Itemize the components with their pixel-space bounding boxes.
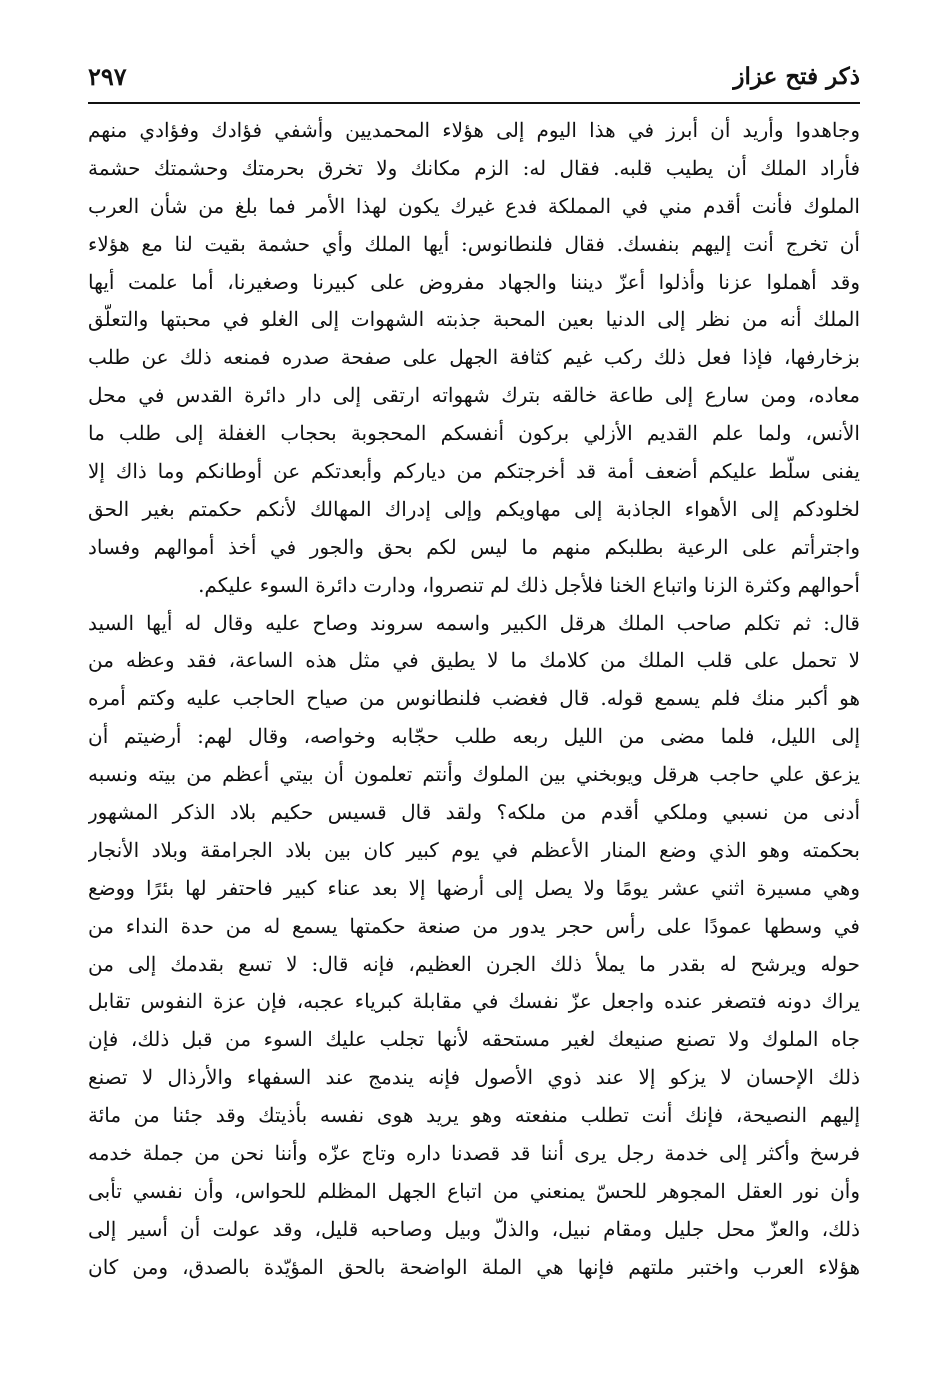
text-line-29: وأن نور العقل المجوهر للحسّ يمنعني من اتباع الجهل المظلم للحواس، وأن نفسي تأبى	[88, 1178, 860, 1203]
text-line-7: بزخارفها، فإذا فعل ذلك ركب غيم كثافة الجهل على صفحة صدره فمنعه ذلك عن طلب	[88, 345, 860, 370]
text-line-8: معاده، ومن سارع إلى طاعة خالقه بترك شهواته ارتقى إلى دار دائرة القدس في محل	[88, 383, 860, 408]
text-line-23: حوله ويرشح له بقدر ما يملأ ذلك الجرن العظيم، فإنه قال: لا تسع بقدمك إلى من	[88, 951, 860, 976]
text-line-2: فأراد الملك أن يطيب قلبه. فقال له: الزم مكانك ولا تخرق بحرمتك وحشمتك حشمة	[88, 155, 860, 180]
text-line-24: يراك دونه فتصغر عنده واجعل عزّ نفسك في مقابلة كبرياء عجبه، فإن عزة النفوس تقابل	[88, 989, 860, 1014]
text-line-25: جاه الملوك ولا تصنع صنيعك لغير مستحقه لأنها تجلب عليك السوء من قبل ذلك، فإن	[88, 1027, 860, 1052]
text-line-5: وقد أهملوا عزنا وأذلوا أعزّ ديننا والجهاد مفروض على كبيرنا وصغيرنا، أما علمت أيها	[88, 269, 860, 294]
text-line-20: بحكمته وهو الذي وضع المنار الأعظم في يوم كبير كان بين بلاد الجرامقة وبلاد الأنجار	[88, 837, 860, 862]
text-line-6: الملك أنه من نظر إلى الدنيا بعين المحبة جذبته الشهوات إلى الغلو في محبتها والتعلّق	[88, 307, 860, 332]
text-line-21: وهي مسيرة اثني عشر يومًا ولا يصل إلى أرضها إلا بعد عناء كبير فاحتفر لها بئرًا ووضع	[88, 875, 860, 900]
text-line-30: ذلك، والعزّ محل جليل ومقام نبيل، والذلّ وبيل وصاحبه قليل، وقد عولت أن أسير إلى	[88, 1216, 860, 1241]
text-line-11: لخلودكم إلى الأهواء الجاذبة إلى مهاويكم وإلى إدراك المهالك لأنكم حكمتم بغير الحق	[88, 496, 860, 521]
body-text	[88, 112, 860, 1287]
text-line-28: فرسخ وأكثر إلى خدمة رجل يرى أننا قد قصدنا داره وتاج عزّه وأننا نحن من جملة خدمه	[88, 1141, 860, 1166]
text-line-9: الأنس، ولما علم القديم الأزلي بركون أنفسكم المحجوبة بحجاب الغفلة إلى طلب ما	[88, 421, 860, 446]
text-line-1: وجاهدوا وأريد أن أبرز في هذا اليوم إلى هؤلاء المحمديين وأشفي فؤادك وفؤادي منهم	[88, 118, 860, 142]
text-line-12: واجترأتم على الرعية بطلبكم منهم ما ليس لكم بحق والجور في أخذ أموالهم وفساد	[88, 534, 860, 559]
text-line-16: هو أكبر منك فلم يسمع قوله. قال فغضب فلنطانوس من صياح الحاجب عليه وكتم أمره	[88, 686, 860, 711]
text-line-26: ذلك الإحسان لا يزكو إلا عند ذوي الأصول فإنه يندمج عند السفهاء والأرذال لا تصنع	[88, 1065, 860, 1090]
text-line-10: يفنى سلّط عليكم أضعف أمة قد أخرجتكم من دياركم وأبعدتكم عن أوطانكم وما ذاك إلا	[88, 459, 860, 484]
page-header	[88, 58, 860, 94]
running-title: ذكر فتح عزاز	[733, 63, 860, 90]
text-line-15: لا تحمل على قلب الملك من كلامك ما لا يطيق في مثل هذه الساعة، فقد وعظه من	[88, 648, 860, 673]
page-number: ٢٩٧	[88, 62, 127, 91]
text-line-4: أن تخرج أنت إليهم بنفسك. فقال فلنطانوس: أيها الملك وأي حشمة بقيت لنا مع هؤلاء	[88, 231, 860, 256]
text-line-18: يزعق علي حاجب هرقل ويوبخني بين الملوك وأنتم تعلمون أن بيتي أعظم من بيته ونسبه	[88, 762, 860, 787]
header-rule	[88, 102, 860, 104]
text-line-27: إليهم النصيحة، فإنك أنت تطلب منفعته وهو يريد هوى نفسه بأذيتك وقد جئنا من مائة	[88, 1103, 860, 1128]
text-line-31: هؤلاء العرب واختبر ملتهم فإنها هي الملة الواضحة بالحق المؤيّدة بالصدق، ومن كان	[88, 1254, 860, 1279]
text-line-19: أدنى من نسبي وملكي أقدم من ملكه؟ ولقد قال قسيس حكيم بلاد الذكر المشهور	[88, 800, 860, 825]
text-line-14: قال: ثم تكلم صاحب الملك هرقل الكبير واسمه سروند وصاح عليه وقال له أيها السيد	[88, 610, 860, 635]
text-line-17: إلى الليل، فلما مضى من الليل ربعه طلب حجّابه وخواصه، وقال لهم: أرضيتم أن	[88, 724, 860, 749]
text-line-13: أحوالهم وكثرة الزنا واتباع الخنا فلأجل ذلك لم تنصروا، ودارت دائرة السوء عليكم.	[198, 572, 860, 597]
text-line-3: الملوك فأنت أقدم مني في المملكة فدع غيرك يكون لهذا الأمر فما بلغ من شأن العرب	[88, 193, 860, 218]
text-line-22: في وسطها عمودًا على رأس حجر يدور من صنعة حكمتها يسمع له من حدة النداء من	[88, 913, 860, 938]
